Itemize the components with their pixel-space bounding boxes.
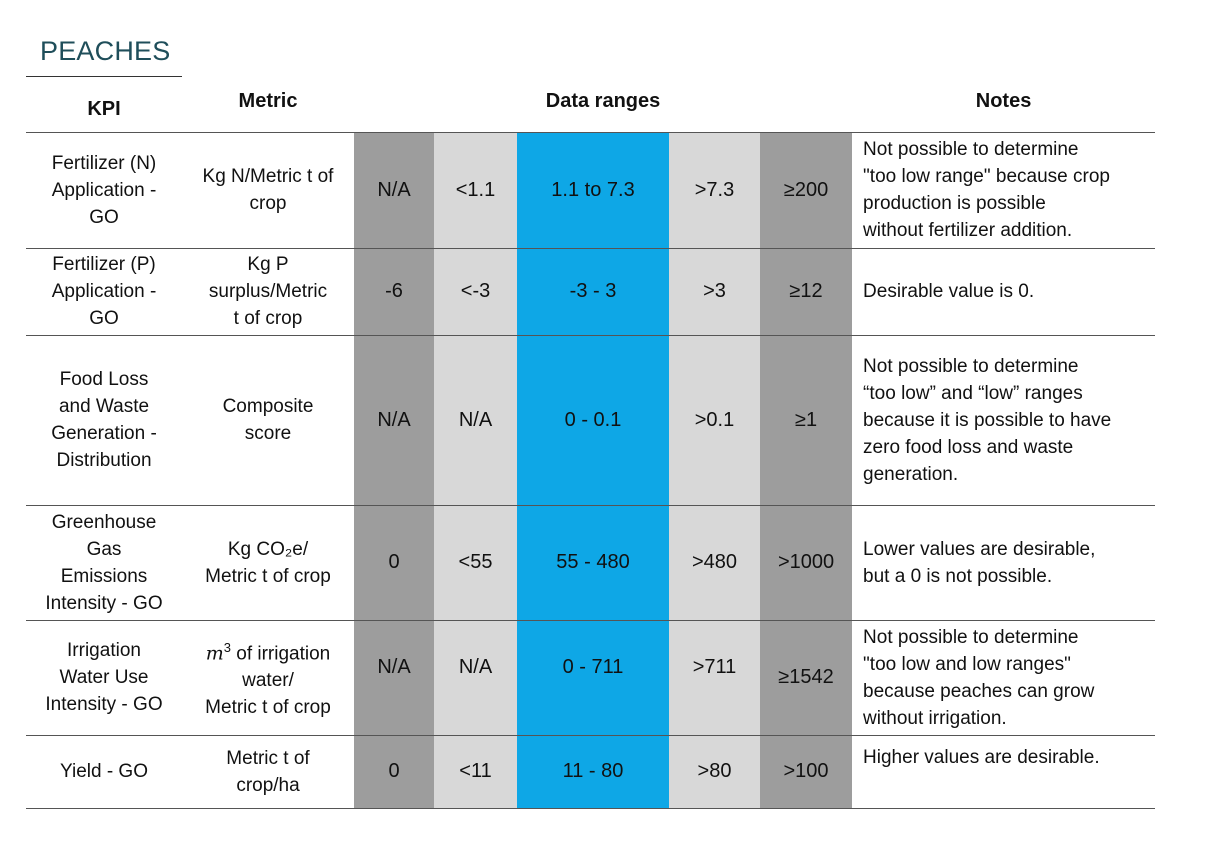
kpi-cell: Greenhouse Gas Emissions Intensity - GO <box>45 511 163 614</box>
range-too-high: ≥1 <box>760 335 852 505</box>
kpi-cell: Food Loss and Waste Generation - Distribution <box>51 369 157 471</box>
range-desirable: 11 - 80 <box>517 735 669 808</box>
header-kpi: KPI <box>87 98 121 121</box>
range-too-low: 0 <box>354 735 434 808</box>
kpi-cell: Yield - GO <box>60 761 148 782</box>
range-desirable: 0 - 0.1 <box>517 335 669 505</box>
range-high: >711 <box>669 620 760 735</box>
page-title: PEACHES <box>40 36 171 66</box>
range-desirable: 1.1 to 7.3 <box>517 132 669 248</box>
notes-cell: Not possible to determine “too low” and “low” ranges because it is possible to have zero food loss and waste generation. <box>863 355 1112 485</box>
table-row <box>26 735 1155 808</box>
table-row <box>26 505 1155 620</box>
header-metric: Metric <box>238 90 298 113</box>
range-too-high: >1000 <box>760 505 852 620</box>
superscript-3: 3 <box>223 639 231 655</box>
range-too-low: N/A <box>354 132 434 248</box>
math-m: m <box>205 642 224 665</box>
range-high: >3 <box>669 248 760 335</box>
peaches-kpi-table <box>26 78 1155 809</box>
range-desirable: 0 - 711 <box>517 620 669 735</box>
notes-cell: Lower values are desirable, but a 0 is not possible. <box>863 538 1096 587</box>
metric-cell: $m^3$ of irrigation water/ Metric t of crop <box>205 639 331 719</box>
table-row <box>26 335 1155 505</box>
table-row <box>26 132 1155 248</box>
range-too-low: N/A <box>354 335 434 505</box>
metric-cell: Kg CO₂e/ Metric t of crop <box>205 538 331 587</box>
range-too-low: N/A <box>354 620 434 735</box>
range-too-low: 0 <box>354 505 434 620</box>
range-low: N/A <box>434 620 517 735</box>
metric-cell: Kg N/Metric t of crop <box>202 166 334 214</box>
range-too-high: ≥1542 <box>760 620 852 735</box>
header-data-ranges: Data ranges <box>545 90 661 113</box>
header-row <box>26 78 1155 132</box>
metric-cell: Composite score <box>222 396 314 444</box>
range-desirable: -3 - 3 <box>517 248 669 335</box>
table-row <box>26 248 1155 335</box>
notes-cell: Desirable value is 0. <box>863 281 1035 302</box>
table-row <box>26 620 1155 735</box>
metric-cell: Metric t of crop/ha <box>226 747 310 796</box>
range-too-high: >100 <box>760 735 852 808</box>
notes-cell: Not possible to determine "too low and low ranges" because peaches can grow without irrigation. <box>863 626 1095 729</box>
range-too-high: ≥12 <box>760 248 852 335</box>
notes-cell: Higher values are desirable. <box>863 746 1100 768</box>
range-low: <1.1 <box>434 132 517 248</box>
range-low: <11 <box>434 735 517 808</box>
range-high: >480 <box>669 505 760 620</box>
notes-cell: Not possible to determine "too low range" because crop production is possible without fertilizer addition. <box>863 139 1110 241</box>
kpi-cell: Fertilizer (N) Application - GO <box>51 152 157 228</box>
kpi-cell: Irrigation Water Use Intensity - GO <box>45 640 163 715</box>
range-high: >80 <box>669 735 760 808</box>
range-too-low: -6 <box>354 248 434 335</box>
range-low: N/A <box>434 335 517 505</box>
range-low: <55 <box>434 505 517 620</box>
kpi-cell: Fertilizer (P) Application - GO <box>51 254 157 329</box>
metric-cell: Kg P surplus/Metric t of crop <box>208 254 328 329</box>
range-high: >0.1 <box>669 335 760 505</box>
range-high: >7.3 <box>669 132 760 248</box>
header-notes: Notes <box>975 90 1032 113</box>
range-desirable: 55 - 480 <box>517 505 669 620</box>
range-too-high: ≥200 <box>760 132 852 248</box>
title-underline <box>26 76 182 77</box>
range-low: <-3 <box>434 248 517 335</box>
